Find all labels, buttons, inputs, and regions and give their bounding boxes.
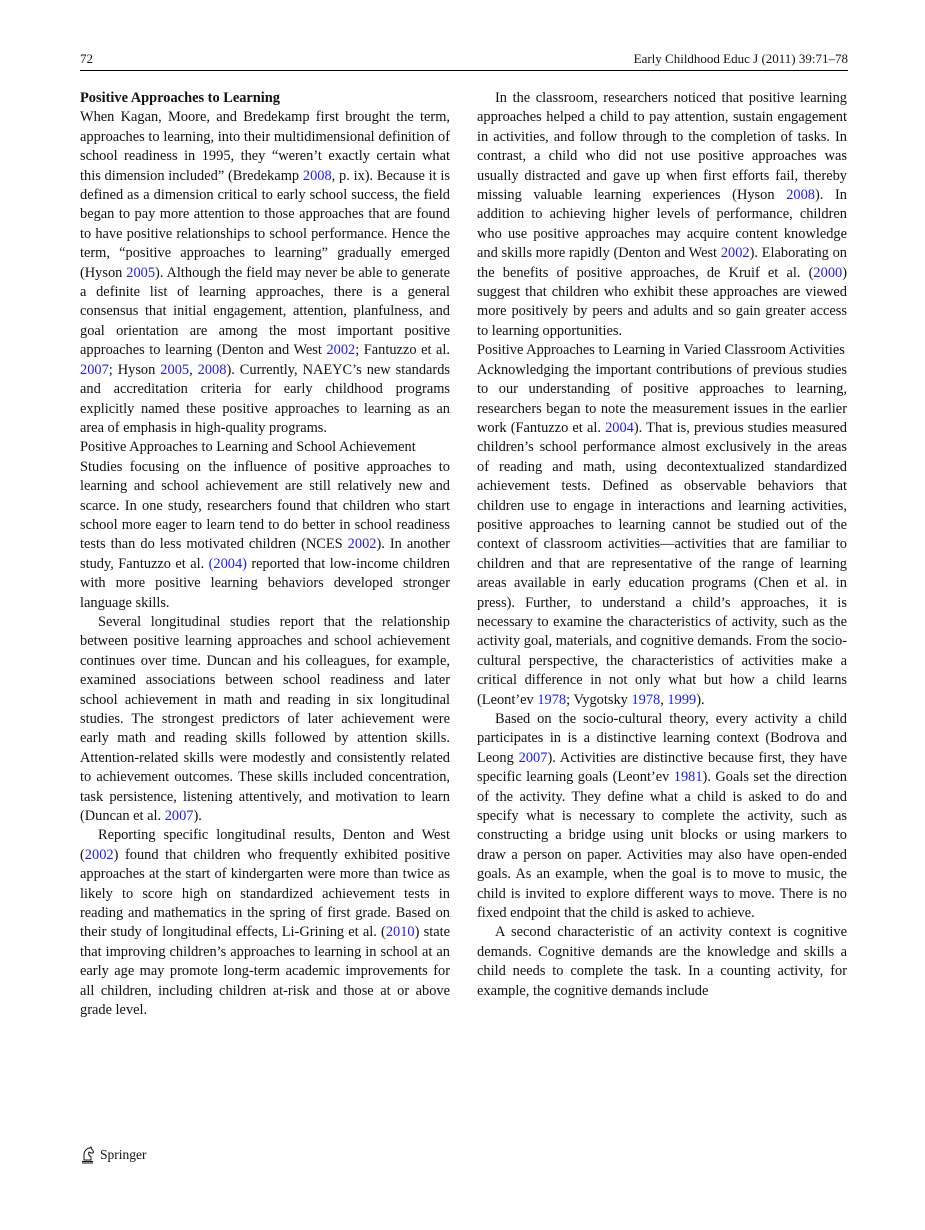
text: ). That is, previous studies measured children’s school performance almost exclusively in the areas of reading and math, using decontextualized standardized achievement tests. Defined as observable behaviors that children use to engage in interactions and learning activities, positive approaches to learning cannot be studied out of the context of classroom activities—activities that are familiar to children and that are representative of the range of learning areas available in early education programs (Chen et al. in press). Further, to understand a child’s approaches, it is necessary to examine the characteristics of activity, such as the activity goal, materials, and cognitive demands. From the socio-cultural perspective, the characteristics of activities make a critical difference in not only what but how a child learns (Leont’ev xyxy=(477,419,847,708)
paragraph xyxy=(477,923,847,1001)
paragraph xyxy=(477,710,847,923)
citation-link[interactable]: 1999 xyxy=(667,691,697,708)
citation-link[interactable]: 2010 xyxy=(385,924,415,941)
left-column xyxy=(80,89,450,1021)
text: , p. ix). Because it is defined as a dimension critical to early school success, the field began to pay more attention to those approaches that are found to have positive relationships to school performance. Hence the term, “positive approaches to learning” gradually emerged (Hyson xyxy=(80,167,450,281)
citation-link[interactable]: 2007 xyxy=(80,361,109,378)
subsection-heading: Positive Approaches to Learning and School Achievement xyxy=(80,439,416,456)
text: ). xyxy=(193,808,202,825)
text: ; Hyson xyxy=(108,361,161,378)
citation-link[interactable]: 1978 xyxy=(631,691,661,708)
text: , xyxy=(189,361,198,378)
text: ). In addition to achieving higher levels of performance, children who use positive approaches may acquire content knowledge and skills more rapidly (Denton and West xyxy=(477,187,847,262)
text: ) state that improving children’s approaches to learning in school at an early age may promote long-term academic improvements for all children, including children at-risk and those at or above grade level. xyxy=(80,924,450,1019)
text: ). Goals set the direction of the activity. They define what a child is asked to do and specify what is necessary to complete the activity, such as constructing a bridge using unit blocks or using markers to draw a person on paper. Activities may also have open-ended goals. As an example, when the goal is to move to music, the child is invited to explore different ways to move. There is no fixed endpoint that the child is asked to achieve. xyxy=(477,769,847,922)
page-number: 72 xyxy=(80,51,93,66)
header-rule xyxy=(80,70,848,71)
text: ). xyxy=(696,691,705,708)
citation-link[interactable]: 2007 xyxy=(518,749,548,766)
text: Studies focusing on the influence of positive approaches to learning and school achievement are still relatively new and scarce. In one study, researchers found that children who start school more eager to learn tend to do better in school readiness tests than do less motivated children (NCES xyxy=(80,458,450,553)
paragraph xyxy=(477,361,847,710)
paragraph xyxy=(80,108,450,438)
subsection-heading: Positive Approaches to Learning in Varied Classroom Activities xyxy=(477,342,845,359)
citation-link[interactable]: 2007 xyxy=(164,808,194,825)
text: When Kagan, Moore, and Bredekamp first brought the term, approaches to learning, into their multidimensional definition of school readiness in 1995, they “weren’t exactly certain what this dimension included” (Bredekamp xyxy=(80,109,450,184)
paragraph xyxy=(80,613,450,826)
text: reported that low-income children with more positive learning behaviors developed stronger language skills. xyxy=(80,555,450,611)
right-column xyxy=(477,89,847,1001)
text: Acknowledging the important contributions of previous studies to our understanding of positive approaches to learning, researchers began to note the measurement issues in the earlier work (Fantuzzo et al. xyxy=(477,361,847,436)
text: Reporting specific longitudinal results, Denton and West ( xyxy=(80,827,450,863)
citation-link[interactable]: (2004) xyxy=(208,555,247,572)
paragraph xyxy=(80,826,450,1020)
citation-link[interactable]: 2005 xyxy=(160,361,190,378)
text: ; Fantuzzo et al. xyxy=(355,342,450,359)
text: Several longitudinal studies report that the relationship between positive learning approaches and school achievement continues over time. Duncan and his colleagues, for example, examined associations between school readiness and later school achievement in math and reading in six longitudinal studies. The strongest predictors of later achievement were early math and reading skills followed by attention skills. Attention-related skills were modestly and consistently related to achievement outcomes. These skills included concentration, task persistence, listening attentively, and motivation to learn (Duncan et al. xyxy=(80,613,450,825)
paragraph xyxy=(477,89,847,341)
citation-link[interactable]: 1978 xyxy=(537,691,567,708)
citation-link[interactable]: 2002 xyxy=(84,846,114,863)
citation-link[interactable]: 2002 xyxy=(720,245,750,262)
citation-link[interactable]: 2008 xyxy=(786,187,815,204)
text: A second characteristic of an activity context is cognitive demands. Cognitive demands are the knowledge and skills a child needs to complete the task. In a counting activity, for example, the cognitive demands include xyxy=(477,924,847,999)
citation-link[interactable]: 2008 xyxy=(302,167,332,184)
citation-link[interactable]: 2008 xyxy=(197,361,227,378)
running-head xyxy=(80,51,848,71)
text: ). Currently, NAEYC’s new standards and accreditation criteria for early childhood programs explicitly named these positive approaches to learning as an area of emphasis in high-quality programs. xyxy=(80,361,450,436)
text: ) found that children who frequently exhibited positive approaches at the start of kindergarten were more than twice as likely to score high on standardized achievement tests in reading and mathematics in the spring of first grade. Based on their study of longitudinal effects, Li-Grining et al. ( xyxy=(80,846,450,941)
paragraph xyxy=(80,458,450,613)
springer-knight-icon xyxy=(80,1146,96,1164)
citation-link[interactable]: 2002 xyxy=(326,342,356,359)
text: ). Although the field may never be able to generate a definite list of learning approaches, there is a general consensus that initial engagement, attention, planfulness, and goal orientation are among the most important positive approaches to learning (Denton and West xyxy=(80,264,451,359)
publisher-name: Springer xyxy=(100,1147,147,1162)
text: Based on the socio-cultural theory, every activity a child participates in is a distinctive learning context (Bodrova and Leong xyxy=(477,711,847,766)
citation-link[interactable]: 2002 xyxy=(347,536,377,553)
text: ) suggest that children who exhibit these approaches are viewed more positively by peers and adults and so gain greater access to learning opportunities. xyxy=(477,264,847,339)
journal-citation: Early Childhood Educ J (2011) 39:71–78 xyxy=(633,51,848,66)
publisher-footer xyxy=(80,1146,147,1164)
citation-link[interactable]: 2000 xyxy=(813,264,843,281)
section-heading: Positive Approaches to Learning xyxy=(80,90,281,106)
citation-link[interactable]: 2005 xyxy=(126,264,156,281)
text: In the classroom, researchers noticed that positive learning approaches helped a child to pay attention, sustain engagement in activities, and follow through to the completion of tasks. In contrast, a child who did not use positive approaches was usually distracted and gave up when first efforts fail, thereby missing valuable learning experiences (Hyson xyxy=(477,90,847,204)
text: ). Activities are distinctive because first, they have specific learning goals (Leont’ev xyxy=(477,749,847,786)
text: , xyxy=(660,691,668,708)
text: ). In another study, Fantuzzo et al. xyxy=(80,536,450,572)
text: ; Vygotsky xyxy=(566,691,632,708)
citation-link[interactable]: 2004 xyxy=(605,419,634,436)
citation-link[interactable]: 1981 xyxy=(673,769,703,786)
text: ). Elaborating on the benefits of positive approaches, de Kruif et al. ( xyxy=(477,245,847,281)
